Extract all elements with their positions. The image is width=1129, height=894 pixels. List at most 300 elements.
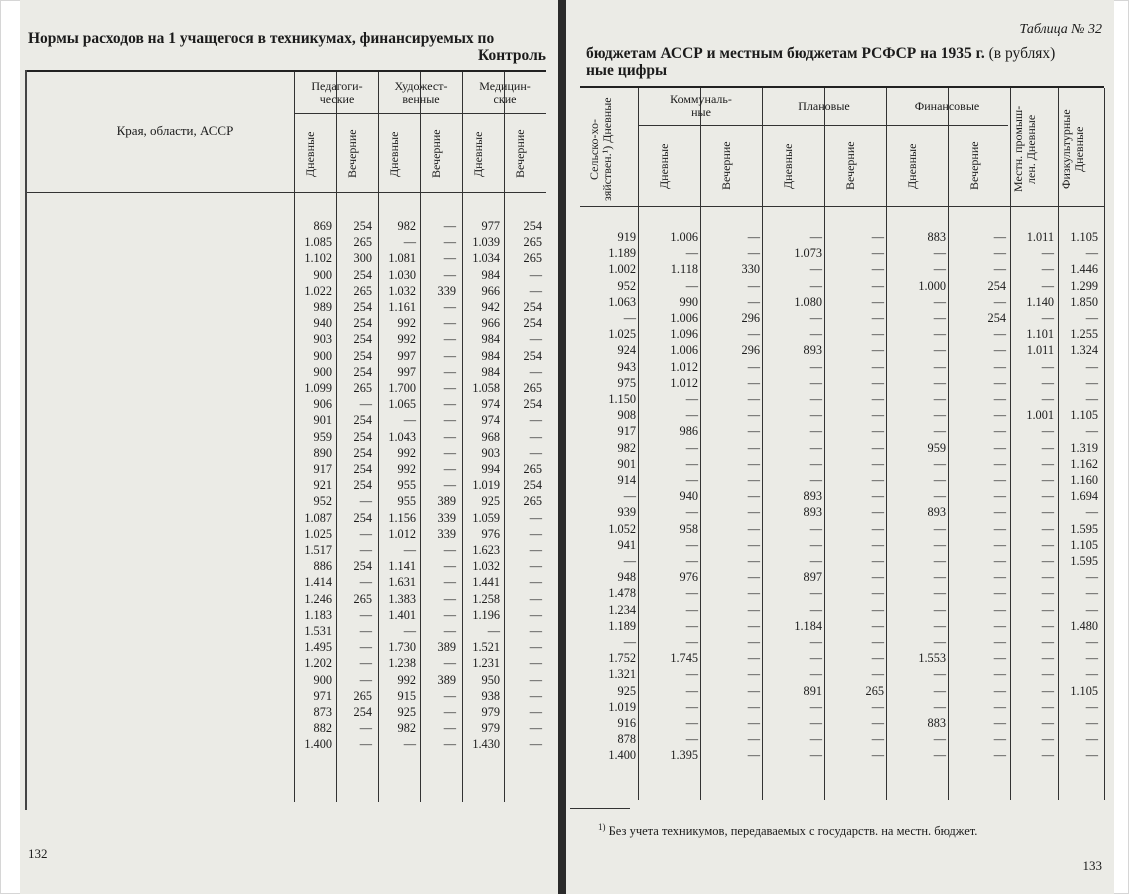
table-row bbox=[20, 478, 558, 494]
table-row bbox=[20, 430, 558, 446]
cell-value: 1.105 bbox=[1070, 230, 1098, 244]
cell-value: 997 bbox=[397, 364, 416, 379]
cell-value: — bbox=[1041, 278, 1054, 293]
right-page bbox=[566, 0, 1114, 894]
cell-value: 992 bbox=[397, 332, 416, 347]
cell-value: — bbox=[933, 570, 946, 585]
right-group-header-rule bbox=[638, 125, 1008, 126]
cell-value: — bbox=[933, 473, 946, 487]
cell-value: — bbox=[809, 748, 822, 763]
cell-value: 982 bbox=[617, 440, 636, 455]
table-row bbox=[566, 619, 1114, 635]
cell-value: — bbox=[871, 651, 884, 666]
cell-value: 1.063 bbox=[608, 294, 636, 309]
cell-value: 900 bbox=[313, 348, 332, 363]
cell-value: 974 bbox=[481, 397, 500, 412]
table-row bbox=[566, 457, 1114, 473]
cell-value: 1.430 bbox=[472, 737, 500, 752]
table-row bbox=[20, 251, 558, 267]
cell-value: — bbox=[871, 570, 884, 585]
table-row bbox=[20, 559, 558, 575]
cell-value: — bbox=[871, 408, 884, 423]
cell-value: — bbox=[809, 230, 822, 244]
cell-value: — bbox=[871, 327, 884, 342]
cell-value: 1.183 bbox=[304, 607, 332, 622]
cell-value: — bbox=[747, 230, 760, 244]
cell-value: — bbox=[1085, 699, 1098, 714]
cell-value: — bbox=[747, 732, 760, 747]
cell-value: 940 bbox=[313, 316, 332, 331]
cell-value: — bbox=[809, 408, 822, 423]
table-row bbox=[566, 732, 1114, 748]
cell-value: — bbox=[747, 327, 760, 342]
cell-value: — bbox=[809, 262, 822, 277]
cell-value: — bbox=[747, 489, 760, 504]
table-row bbox=[566, 408, 1114, 424]
cell-value: — bbox=[1041, 748, 1054, 763]
cell-value: — bbox=[747, 683, 760, 698]
table-row bbox=[20, 624, 558, 640]
cell-value: — bbox=[443, 607, 456, 622]
table-row bbox=[20, 365, 558, 381]
cell-value: — bbox=[747, 424, 760, 439]
cell-value: — bbox=[933, 489, 946, 504]
cell-value: — bbox=[443, 656, 456, 671]
table-row bbox=[566, 473, 1114, 489]
cell-value: — bbox=[993, 473, 1006, 487]
cell-value: — bbox=[809, 278, 822, 293]
cell-value: — bbox=[871, 375, 884, 390]
cell-value: — bbox=[871, 278, 884, 293]
right-title-continued: ные цифры bbox=[586, 62, 668, 79]
cell-value: — bbox=[1085, 748, 1098, 763]
table-row bbox=[20, 656, 558, 672]
cell-value: 925 bbox=[617, 683, 636, 698]
cell-value: — bbox=[529, 607, 542, 622]
cell-value: 1.096 bbox=[670, 327, 698, 342]
cell-value: 265 bbox=[353, 283, 372, 298]
cell-value: — bbox=[685, 716, 698, 730]
cell-value: — bbox=[685, 667, 698, 682]
cell-value: — bbox=[529, 413, 542, 428]
cell-value: — bbox=[809, 667, 822, 682]
cell-value: 966 bbox=[481, 316, 500, 331]
cell-value: — bbox=[747, 748, 760, 763]
cell-value: 901 bbox=[617, 456, 636, 471]
cell-value: — bbox=[359, 737, 372, 752]
cell-value: — bbox=[359, 494, 372, 509]
cell-value: 971 bbox=[313, 688, 332, 703]
cell-value: — bbox=[993, 732, 1006, 747]
cell-value: 1.202 bbox=[304, 656, 332, 671]
table-row bbox=[20, 511, 558, 527]
cell-value: 939 bbox=[617, 505, 636, 520]
cell-value: 1.752 bbox=[608, 651, 636, 666]
cell-value: 254 bbox=[987, 311, 1006, 325]
cell-value: 265 bbox=[523, 462, 542, 476]
cell-value: — bbox=[1041, 651, 1054, 666]
cell-value: 997 bbox=[397, 348, 416, 363]
cell-value: — bbox=[685, 408, 698, 423]
cell-value: 948 bbox=[617, 570, 636, 585]
cell-value: — bbox=[359, 672, 372, 687]
cell-value: 1.105 bbox=[1070, 408, 1098, 423]
cell-value: — bbox=[933, 602, 946, 617]
cell-value: 976 bbox=[481, 526, 500, 541]
cell-value: — bbox=[871, 505, 884, 520]
cell-value: — bbox=[809, 651, 822, 666]
cell-value: — bbox=[443, 478, 456, 493]
cell-value: — bbox=[871, 456, 884, 471]
table-row bbox=[20, 705, 558, 721]
cell-value: 955 bbox=[397, 478, 416, 493]
cell-value: 1.299 bbox=[1070, 278, 1098, 293]
table-row bbox=[566, 554, 1114, 570]
cell-value: — bbox=[747, 716, 760, 730]
cell-value: — bbox=[993, 521, 1006, 536]
cell-value: 296 bbox=[741, 343, 760, 358]
cell-value: 1.189 bbox=[608, 246, 636, 261]
table-row bbox=[20, 737, 558, 753]
cell-value: — bbox=[529, 721, 542, 736]
cell-value: 1.150 bbox=[608, 392, 636, 406]
cell-value: 893 bbox=[803, 343, 822, 358]
cell-value: 890 bbox=[313, 445, 332, 460]
cell-value: — bbox=[871, 262, 884, 277]
cell-value: — bbox=[933, 262, 946, 277]
cell-value: — bbox=[809, 473, 822, 487]
cell-value: 992 bbox=[397, 316, 416, 331]
group-medical: Медицин- ские bbox=[479, 79, 531, 106]
cell-value: — bbox=[443, 397, 456, 412]
cell-value: 265 bbox=[353, 381, 372, 395]
table-row bbox=[20, 446, 558, 462]
table-row bbox=[20, 721, 558, 737]
cell-value: 1.087 bbox=[304, 510, 332, 525]
cell-value: — bbox=[529, 656, 542, 671]
cell-value: — bbox=[809, 359, 822, 374]
cell-value: — bbox=[1085, 732, 1098, 747]
table-row bbox=[566, 424, 1114, 440]
cell-value: 915 bbox=[397, 688, 416, 703]
table-row bbox=[566, 538, 1114, 554]
cell-value: 1.030 bbox=[388, 267, 416, 282]
cell-value: — bbox=[487, 624, 500, 638]
cell-value: 1.065 bbox=[388, 397, 416, 412]
cell-value: 1.595 bbox=[1070, 554, 1098, 568]
cell-value: 254 bbox=[523, 478, 542, 493]
cell-value: — bbox=[747, 651, 760, 666]
subheader-evening: Вечерние bbox=[429, 129, 443, 179]
cell-value: — bbox=[529, 705, 542, 719]
cell-value: — bbox=[443, 445, 456, 460]
cell-value: 950 bbox=[481, 672, 500, 687]
cell-value: — bbox=[1041, 635, 1054, 649]
table-row bbox=[20, 462, 558, 478]
table-row bbox=[566, 667, 1114, 683]
cell-value: 1.118 bbox=[670, 262, 698, 277]
cell-value: 952 bbox=[617, 278, 636, 293]
subheader-day: Дневные bbox=[781, 143, 795, 189]
cell-value: — bbox=[871, 392, 884, 406]
cell-value: 1.531 bbox=[304, 624, 332, 638]
cell-value: 1.160 bbox=[1070, 473, 1098, 487]
cell-value: — bbox=[359, 607, 372, 622]
table-row bbox=[566, 279, 1114, 295]
cell-value: — bbox=[1085, 570, 1098, 585]
cell-value: — bbox=[993, 716, 1006, 730]
cell-value: — bbox=[993, 294, 1006, 309]
cell-value: — bbox=[871, 732, 884, 747]
cell-value: 1.156 bbox=[388, 510, 416, 525]
cell-value: — bbox=[871, 230, 884, 244]
cell-value: 1.081 bbox=[388, 251, 416, 266]
subheader-evening: Вечерние bbox=[967, 141, 981, 191]
cell-value: 1.073 bbox=[794, 246, 822, 261]
region-column-header: Края, области, АССР bbox=[116, 123, 234, 138]
cell-value: 942 bbox=[481, 300, 500, 314]
table-row bbox=[566, 230, 1114, 246]
cell-value: 339 bbox=[437, 510, 456, 525]
cell-value: — bbox=[993, 505, 1006, 520]
cell-value: — bbox=[1041, 602, 1054, 617]
cell-value: — bbox=[993, 667, 1006, 682]
cell-value: 979 bbox=[481, 705, 500, 719]
cell-value: — bbox=[403, 413, 416, 428]
right-title-units: (в рублях) bbox=[988, 45, 1056, 62]
cell-value: — bbox=[871, 489, 884, 504]
footnote-rule bbox=[570, 808, 630, 809]
cell-value: — bbox=[747, 440, 760, 455]
industry-column-header: Местн. промыш-лен. Дневные bbox=[1011, 105, 1038, 193]
cell-value: — bbox=[933, 748, 946, 763]
cell-value: 1.140 bbox=[1026, 294, 1054, 309]
cell-value: 1.400 bbox=[608, 748, 636, 763]
cell-value: — bbox=[809, 456, 822, 471]
book-gutter bbox=[558, 0, 566, 894]
cell-value: — bbox=[1085, 651, 1098, 666]
cell-value: — bbox=[993, 635, 1006, 649]
cell-value: 254 bbox=[353, 267, 372, 282]
cell-value: — bbox=[747, 473, 760, 487]
cell-value: — bbox=[1041, 699, 1054, 714]
cell-value: — bbox=[747, 375, 760, 390]
subheader-day: Дневные bbox=[657, 143, 671, 189]
cell-value: 1.383 bbox=[388, 591, 416, 606]
cell-value: — bbox=[809, 311, 822, 325]
cell-value: 1.011 bbox=[1026, 230, 1054, 244]
cell-value: — bbox=[747, 359, 760, 374]
cell-value: 1.441 bbox=[472, 575, 500, 590]
cell-value: — bbox=[685, 618, 698, 633]
cell-value: 1.321 bbox=[608, 667, 636, 682]
left-page bbox=[20, 0, 558, 894]
cell-value: — bbox=[993, 359, 1006, 374]
cell-value: 1.553 bbox=[918, 651, 946, 666]
cell-value: — bbox=[933, 456, 946, 471]
cell-value: — bbox=[871, 311, 884, 325]
cell-value: — bbox=[529, 445, 542, 460]
cell-value: 1.324 bbox=[1070, 343, 1098, 358]
cell-value: — bbox=[359, 526, 372, 541]
cell-value: — bbox=[809, 327, 822, 342]
cell-value: — bbox=[529, 267, 542, 282]
table-row bbox=[20, 316, 558, 332]
cell-value: — bbox=[871, 246, 884, 261]
table-row bbox=[566, 651, 1114, 667]
cell-value: — bbox=[443, 348, 456, 363]
cell-value: 1.517 bbox=[304, 543, 332, 557]
cell-value: — bbox=[747, 294, 760, 309]
cell-value: 296 bbox=[741, 311, 760, 325]
cell-value: 254 bbox=[353, 478, 372, 493]
cell-value: — bbox=[529, 688, 542, 703]
cell-value: 300 bbox=[353, 251, 372, 266]
cell-value: — bbox=[1041, 505, 1054, 520]
group-art: Художест- венные bbox=[394, 79, 448, 106]
cell-value: — bbox=[529, 332, 542, 347]
table-row bbox=[20, 349, 558, 365]
cell-value: — bbox=[1085, 667, 1098, 682]
cell-value: 1.595 bbox=[1070, 521, 1098, 536]
cell-value: — bbox=[993, 537, 1006, 552]
cell-value: — bbox=[529, 624, 542, 638]
table-row bbox=[566, 635, 1114, 651]
subheader-evening: Вечерние bbox=[513, 129, 527, 179]
cell-value: — bbox=[993, 262, 1006, 277]
cell-value: 265 bbox=[353, 688, 372, 703]
cell-value: 1.000 bbox=[918, 278, 946, 293]
cell-value: 908 bbox=[617, 408, 636, 423]
cell-value: 1.238 bbox=[388, 656, 416, 671]
cell-value: 974 bbox=[481, 413, 500, 428]
cell-value: — bbox=[933, 554, 946, 568]
cell-value: — bbox=[871, 294, 884, 309]
cell-value: 1.034 bbox=[472, 251, 500, 266]
cell-value: — bbox=[993, 375, 1006, 390]
cell-value: — bbox=[871, 635, 884, 649]
table-row bbox=[20, 689, 558, 705]
cell-value: — bbox=[871, 667, 884, 682]
cell-value: — bbox=[1041, 683, 1054, 698]
cell-value: 1.141 bbox=[388, 559, 416, 574]
cell-value: — bbox=[1085, 586, 1098, 601]
cell-value: — bbox=[993, 327, 1006, 342]
cell-value: — bbox=[747, 667, 760, 682]
cell-value: — bbox=[747, 521, 760, 536]
cell-value: — bbox=[1085, 635, 1098, 649]
cell-value: — bbox=[809, 635, 822, 649]
cell-value: 984 bbox=[481, 267, 500, 282]
table-row bbox=[20, 219, 558, 235]
cell-value: 254 bbox=[987, 278, 1006, 293]
cell-value: 1.162 bbox=[1070, 456, 1098, 471]
cell-value: — bbox=[1041, 732, 1054, 747]
cell-value: — bbox=[1041, 537, 1054, 552]
cell-value: 938 bbox=[481, 688, 500, 703]
cell-value: 1.006 bbox=[670, 343, 698, 358]
cell-value: — bbox=[809, 440, 822, 455]
cell-value: 254 bbox=[353, 559, 372, 574]
cell-value: 254 bbox=[523, 348, 542, 363]
table-row bbox=[20, 332, 558, 348]
table-row bbox=[20, 592, 558, 608]
cell-value: — bbox=[443, 591, 456, 606]
cell-value: — bbox=[359, 543, 372, 557]
cell-value: — bbox=[685, 440, 698, 455]
cell-value: 924 bbox=[617, 343, 636, 358]
cell-value: 893 bbox=[803, 505, 822, 520]
cell-value: 1.043 bbox=[388, 429, 416, 444]
cell-value: 1.189 bbox=[608, 618, 636, 633]
table-row bbox=[20, 397, 558, 413]
subheader-evening: Вечерние bbox=[345, 129, 359, 179]
cell-value: 917 bbox=[313, 462, 332, 476]
cell-value: 1.032 bbox=[472, 559, 500, 574]
cell-value: — bbox=[443, 251, 456, 266]
cell-value: 976 bbox=[679, 570, 698, 585]
table-row bbox=[20, 640, 558, 656]
cell-value: — bbox=[1085, 424, 1098, 439]
cell-value: 339 bbox=[437, 283, 456, 298]
cell-value: — bbox=[403, 543, 416, 557]
cell-value: — bbox=[1085, 246, 1098, 261]
cell-value: — bbox=[443, 316, 456, 331]
cell-value: — bbox=[933, 732, 946, 747]
cell-value: — bbox=[443, 624, 456, 638]
cell-value: 900 bbox=[313, 267, 332, 282]
cell-value: — bbox=[747, 618, 760, 633]
cell-value: 1.694 bbox=[1070, 489, 1098, 504]
cell-value: 1.002 bbox=[608, 262, 636, 277]
cell-value: — bbox=[623, 554, 636, 568]
cell-value: — bbox=[685, 635, 698, 649]
cell-value: 982 bbox=[397, 219, 416, 233]
cell-value: 906 bbox=[313, 397, 332, 412]
cell-value: — bbox=[1041, 716, 1054, 730]
subheader-day: Дневные bbox=[387, 131, 401, 177]
table-number-tag: Таблица № 32 bbox=[1019, 22, 1102, 37]
cell-value: 977 bbox=[481, 219, 500, 233]
cell-value: 389 bbox=[437, 672, 456, 687]
cell-value: 921 bbox=[313, 478, 332, 493]
cell-value: — bbox=[933, 408, 946, 423]
cell-value: — bbox=[933, 343, 946, 358]
cell-value: — bbox=[993, 683, 1006, 698]
cell-value: — bbox=[529, 526, 542, 541]
table-row bbox=[566, 748, 1114, 764]
cell-value: 984 bbox=[481, 364, 500, 379]
cell-value: 1.080 bbox=[794, 294, 822, 309]
cell-value: 389 bbox=[437, 640, 456, 655]
cell-value: 903 bbox=[313, 332, 332, 347]
cell-value: 1.025 bbox=[608, 327, 636, 342]
cell-value: — bbox=[747, 635, 760, 649]
cell-value: — bbox=[443, 235, 456, 250]
footnote bbox=[598, 822, 977, 839]
cell-value: — bbox=[1085, 716, 1098, 730]
cell-value: — bbox=[809, 732, 822, 747]
table-row bbox=[20, 235, 558, 251]
cell-value: 1.521 bbox=[472, 640, 500, 655]
cell-value: — bbox=[1085, 375, 1098, 390]
cell-value: 1.001 bbox=[1026, 408, 1054, 423]
cell-value: 1.623 bbox=[472, 543, 500, 557]
cell-value: 330 bbox=[741, 262, 760, 277]
table-row bbox=[20, 543, 558, 559]
table-top-rule bbox=[26, 70, 546, 72]
cell-value: — bbox=[1085, 311, 1098, 325]
